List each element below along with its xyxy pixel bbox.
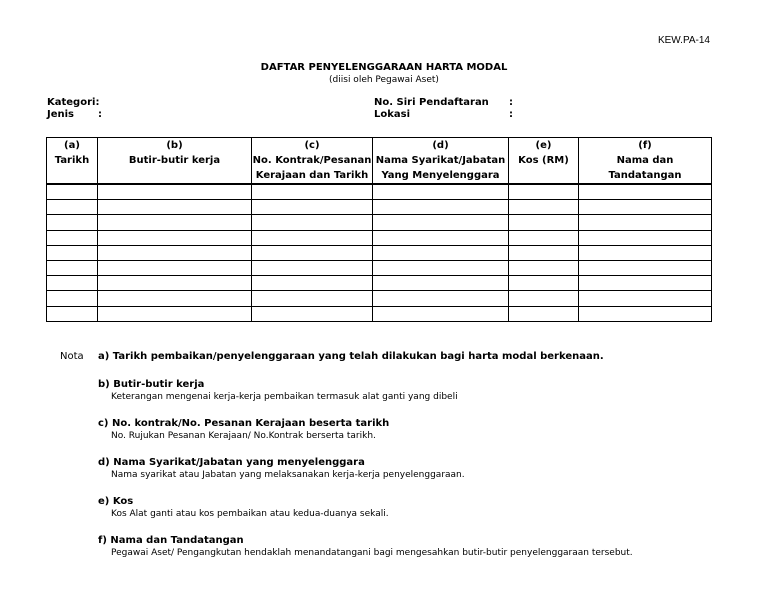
table-cell[interactable]	[47, 306, 98, 321]
table-cell[interactable]	[373, 245, 509, 260]
col-d-header: Nama Syarikat/Jabatan	[373, 153, 509, 168]
table-cell[interactable]	[373, 306, 509, 321]
table-cell[interactable]	[98, 245, 252, 260]
note-a-heading: a) Tarikh pembaikan/penyelenggaraan yang telah dilakukan bagi harta modal berkenaan.	[98, 351, 604, 362]
jenis-colon: :	[98, 109, 102, 120]
table-cell[interactable]	[252, 184, 373, 200]
table-cell[interactable]	[98, 200, 252, 215]
col-a-letter: (a)	[47, 138, 98, 154]
note-e-heading: e) Kos	[98, 496, 134, 507]
table-cell[interactable]	[579, 276, 712, 291]
table-cell[interactable]	[252, 215, 373, 230]
col-e-letter: (e)	[509, 138, 579, 154]
form-code: KEW.PA-14	[657, 35, 710, 46]
nota-label: Nota	[60, 351, 84, 362]
table-cell[interactable]	[47, 184, 98, 200]
siri-label: No. Siri Pendaftaran	[374, 97, 489, 108]
table-cell[interactable]	[373, 184, 509, 200]
note-f-desc: Pegawai Aset/ Pengangkutan hendaklah menandatangani bagi mengesahkan butir-butir penyelenggaraan tersebut.	[111, 548, 633, 558]
table-row	[47, 245, 712, 260]
table-cell[interactable]	[47, 260, 98, 275]
table-row	[47, 184, 712, 200]
siri-colon: :	[509, 97, 513, 108]
table-cell[interactable]	[47, 276, 98, 291]
table-cell[interactable]	[579, 215, 712, 230]
col-b-header-2	[98, 168, 252, 184]
col-b-letter: (b)	[98, 138, 252, 154]
table-cell[interactable]	[98, 184, 252, 200]
table-cell[interactable]	[98, 306, 252, 321]
kategori-label: Kategori:	[47, 97, 100, 108]
table-cell[interactable]	[98, 291, 252, 306]
table-cell[interactable]	[579, 200, 712, 215]
col-b-header: Butir-butir kerja	[98, 153, 252, 168]
table-cell[interactable]	[579, 184, 712, 200]
table-cell[interactable]	[579, 260, 712, 275]
table-cell[interactable]	[47, 230, 98, 245]
table-cell[interactable]	[373, 291, 509, 306]
table-cell[interactable]	[373, 200, 509, 215]
table-cell[interactable]	[509, 230, 579, 245]
table-cell[interactable]	[98, 260, 252, 275]
col-a-header: Tarikh	[47, 153, 98, 168]
col-e-header: Kos (RM)	[509, 153, 579, 168]
table-cell[interactable]	[252, 291, 373, 306]
table-cell[interactable]	[47, 215, 98, 230]
table-cell[interactable]	[509, 184, 579, 200]
table-cell[interactable]	[579, 230, 712, 245]
table-cell[interactable]	[509, 276, 579, 291]
table-cell[interactable]	[252, 230, 373, 245]
note-d-heading: d) Nama Syarikat/Jabatan yang menyelenggara	[98, 457, 365, 468]
table-cell[interactable]	[252, 200, 373, 215]
note-b-desc: Keterangan mengenai kerja-kerja pembaikan termasuk alat ganti yang dibeli	[111, 392, 458, 402]
table-cell[interactable]	[509, 200, 579, 215]
lokasi-colon: :	[509, 109, 513, 120]
note-b-heading: b) Butir-butir kerja	[98, 379, 205, 390]
table-cell[interactable]	[509, 306, 579, 321]
table-row	[47, 230, 712, 245]
table-cell[interactable]	[252, 306, 373, 321]
table-row	[47, 291, 712, 306]
table-cell[interactable]	[47, 291, 98, 306]
col-a-header-2	[47, 168, 98, 184]
col-f-header: Nama dan	[579, 153, 712, 168]
col-e-header-2	[509, 168, 579, 184]
table-row	[47, 306, 712, 321]
table-cell[interactable]	[252, 245, 373, 260]
table-row	[47, 276, 712, 291]
table-row	[47, 215, 712, 230]
note-d-desc: Nama syarikat atau Jabatan yang melaksanakan kerja-kerja penyelenggaraan.	[111, 470, 465, 480]
table-cell[interactable]	[252, 276, 373, 291]
col-f-header-2: Tandatangan	[579, 168, 712, 184]
table-cell[interactable]	[509, 245, 579, 260]
table-cell[interactable]	[579, 306, 712, 321]
document-subtitle: (diisi oleh Pegawai Aset)	[329, 75, 439, 85]
table-cell[interactable]	[98, 215, 252, 230]
jenis-label: Jenis	[47, 109, 75, 120]
note-f-heading: f) Nama dan Tandatangan	[98, 535, 244, 546]
table-cell[interactable]	[373, 230, 509, 245]
table-cell[interactable]	[373, 215, 509, 230]
table-cell[interactable]	[579, 245, 712, 260]
note-c-desc: No. Rujukan Pesanan Kerajaan/ No.Kontrak berserta tarikh.	[111, 431, 376, 441]
table-cell[interactable]	[252, 260, 373, 275]
lokasi-label: Lokasi	[374, 109, 411, 120]
table-row	[47, 200, 712, 215]
col-d-letter: (d)	[373, 138, 509, 154]
col-c-header-2: Kerajaan dan Tarikh	[252, 168, 373, 184]
document-title: DAFTAR PENYELENGGARAAN HARTA MODAL	[260, 62, 508, 73]
col-d-header-2: Yang Menyelenggara	[373, 168, 509, 184]
table-cell[interactable]	[373, 276, 509, 291]
table-cell[interactable]	[509, 291, 579, 306]
table-cell[interactable]	[98, 276, 252, 291]
table-cell[interactable]	[509, 215, 579, 230]
maintenance-table	[46, 137, 712, 322]
table-cell[interactable]	[47, 245, 98, 260]
table-cell[interactable]	[98, 230, 252, 245]
col-f-letter: (f)	[579, 138, 712, 154]
table-cell[interactable]	[373, 260, 509, 275]
table-cell[interactable]	[509, 260, 579, 275]
note-e-desc: Kos Alat ganti atau kos pembaikan atau kedua-duanya sekali.	[111, 509, 389, 519]
note-c-heading: c) No. kontrak/No. Pesanan Kerajaan beserta tarikh	[98, 418, 390, 429]
table-cell[interactable]	[579, 291, 712, 306]
table-row	[47, 260, 712, 275]
table-cell[interactable]	[47, 200, 98, 215]
col-c-letter: (c)	[252, 138, 373, 154]
col-c-header: No. Kontrak/Pesanan	[252, 155, 372, 166]
